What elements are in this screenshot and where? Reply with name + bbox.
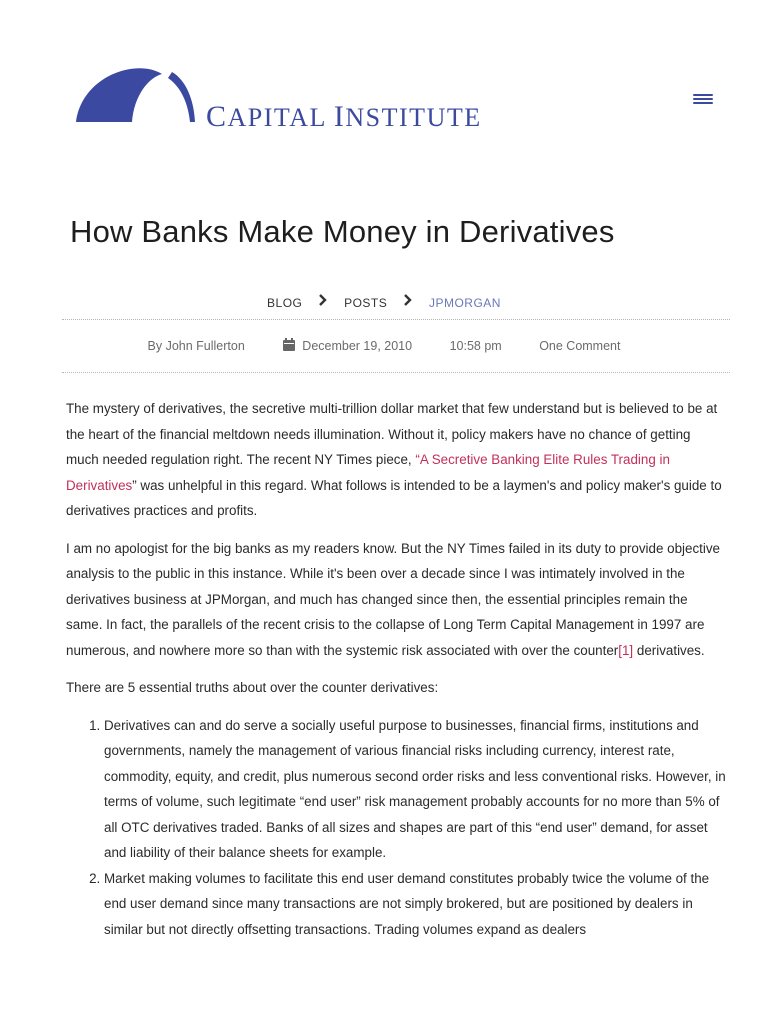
- post-meta: [0, 338, 768, 353]
- footnote-link[interactable]: [1]: [618, 642, 634, 658]
- site-header: [0, 0, 768, 190]
- breadcrumb-current: JPMORGAN: [428, 295, 501, 310]
- divider: [62, 372, 730, 373]
- breadcrumb-blog[interactable]: BLOG: [267, 295, 303, 310]
- breadcrumb-posts[interactable]: POSTS: [344, 295, 388, 310]
- hamburger-icon: [693, 94, 713, 96]
- list-item: 1. Derivatives can and do serve a socially useful purpose to businesses, financial firms, institutions and governments, namely the management of various financial risks including currency, interest rate, commodity, equity, and credit, plus numerous second order risks and less conventional risks. However, in terms of volume, such legitimate “end user” risk management probably accounts for no more than 5% of all OTC derivatives traded. Banks of all sizes and shapes are part of this “end user” demand, for asset and liability of their balance sheets for example.: [104, 713, 726, 866]
- comments-link[interactable]: One Comment: [539, 338, 621, 353]
- post-time: 10:58 pm: [449, 338, 502, 353]
- truths-list: [104, 713, 726, 943]
- chevron-right-icon: [318, 294, 328, 306]
- page-title: How Banks Make Money in Derivatives: [70, 214, 615, 249]
- chevron-right-icon: [403, 294, 413, 306]
- paragraph: The mystery of derivatives, the secretive multi-trillion dollar market that few understand but is believed to be at the heart of the financial meltdown needs illumination. Without it, policy makers have no chance of getting much needed regulation right. The recent NY Times piece, “A Secretive Banking Elite Rules Trading in Derivatives” was unhelpful in this regard. What follows is intended to be a laymen's and policy maker's guide to derivatives practices and profits.: [66, 401, 722, 518]
- post-date: December 19, 2010: [282, 338, 412, 353]
- paragraph: I am no apologist for the big banks as my readers know. But the NY Times failed in its duty to provide objective analysis to the public in this instance. While it's been over a decade since I was intimately involved in the derivatives business at JPMorgan, and much has changed since then, the essential principles remain the same. In fact, the parallels of the recent crisis to the collapse of Long Term Capital Management in 1997 are numerous, and nowhere more so than with the systemic risk associated with over the counter[1] derivatives.: [66, 540, 721, 658]
- logo-arc-icon: [76, 66, 196, 122]
- logo-text: CAPITAL INSTITUTE: [206, 100, 482, 133]
- paragraph: There are 5 essential truths about over the counter derivatives:: [66, 680, 439, 695]
- capital-institute-logo[interactable]: [76, 66, 482, 133]
- nytimes-article-link[interactable]: “A Secretive Banking Elite Rules Trading in Derivatives: [66, 452, 670, 493]
- breadcrumb: [0, 294, 768, 310]
- article-body: [66, 396, 726, 942]
- divider: [62, 319, 730, 320]
- post-author[interactable]: By John Fullerton: [147, 338, 245, 353]
- calendar-icon: [282, 338, 296, 352]
- hamburger-menu-button[interactable]: [690, 92, 716, 110]
- list-item: 2. Market making volumes to facilitate this end user demand constitutes probably twice the volume of the end user demand since many transactions are not simply brokered, but are positioned by dealers in similar but not directly offsetting transactions. Trading volumes expand as dealers: [104, 866, 726, 943]
